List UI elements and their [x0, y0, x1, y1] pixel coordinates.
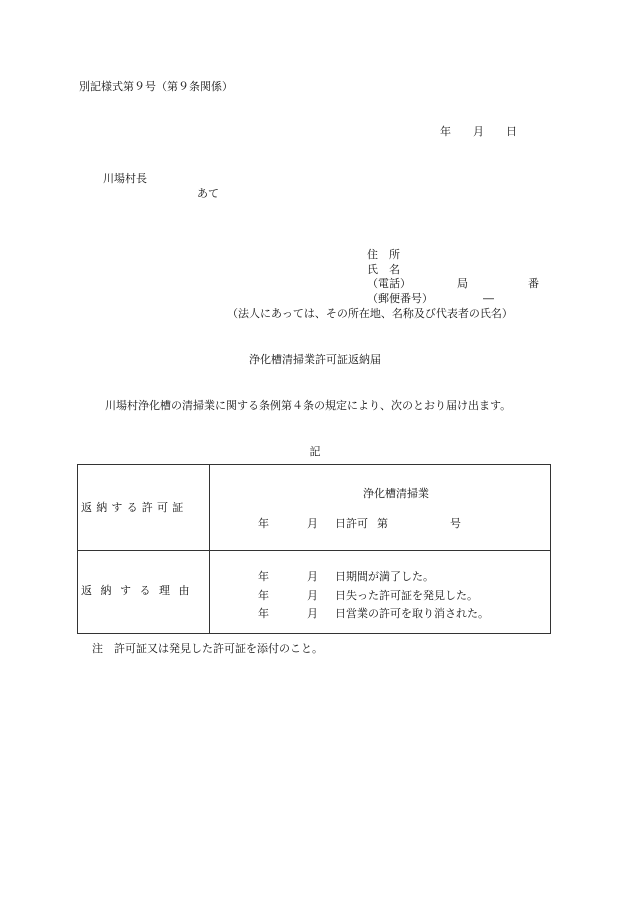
permit-month: 月 — [307, 517, 318, 530]
reason-item — [258, 605, 489, 624]
permit-go: 号 — [450, 517, 461, 530]
reason-month: 月 — [307, 607, 318, 620]
body-text: 川場村浄化槽の清掃業に関する条例第４条の規定により、次のとおり届け出ます。 — [105, 399, 512, 412]
reason-list — [258, 568, 489, 624]
ki-heading: 記 — [309, 445, 321, 458]
postal-dash: ― — [483, 291, 494, 305]
table-divider-vertical — [209, 465, 210, 633]
attachment-note: 注 許可証又は発見した許可証を添付のこと。 — [92, 642, 323, 655]
reason-year: 年 — [258, 607, 269, 620]
addressee-ate: あて — [197, 187, 219, 200]
date-month: 月 — [473, 125, 484, 138]
reason-item — [258, 587, 489, 606]
corp-note: （法人にあっては、その所在地、名称及び代表者の氏名） — [227, 307, 513, 320]
reason-text: 日失った許可証を発見した。 — [335, 588, 478, 602]
reason-text: 日営業の許可を取り消された。 — [335, 607, 489, 620]
permit-dai: 第 — [377, 517, 388, 530]
reason-label: 返納する理由 — [81, 584, 198, 597]
permit-year: 年 — [258, 517, 269, 530]
date-year: 年 — [440, 125, 451, 138]
table-divider-horizontal — [78, 550, 550, 551]
reason-year: 年 — [258, 588, 269, 602]
phone-label: （電話） — [367, 277, 411, 290]
permit-date-row — [258, 518, 461, 529]
address-label: 住 所 — [367, 248, 400, 261]
reason-month: 月 — [307, 570, 318, 583]
phone-row — [367, 278, 539, 293]
return-table — [77, 464, 551, 634]
permit-label: 返納する許可証 — [81, 501, 188, 514]
phone-bureau: 局 — [457, 277, 468, 290]
applicant-block — [367, 249, 539, 307]
reason-year: 年 — [258, 570, 269, 583]
name-label: 氏 名 — [367, 262, 400, 276]
reason-text: 日期間が満了した。 — [335, 570, 434, 583]
reason-item — [258, 568, 489, 587]
form-label: 別記様式第９号（第９条関係） — [79, 80, 233, 93]
date-line — [440, 126, 517, 137]
document-title: 浄化槽清掃業許可証返納届 — [249, 353, 381, 366]
reason-month: 月 — [307, 588, 318, 602]
postal-row — [367, 293, 539, 308]
addressee-name: 川場村長 — [103, 172, 147, 185]
permit-day: 日許可 — [335, 517, 368, 530]
postal-label: （郵便番号） — [367, 291, 433, 305]
permit-title: 浄化槽清掃業 — [363, 487, 429, 500]
date-day: 日 — [506, 125, 517, 138]
phone-number: 番 — [528, 277, 539, 290]
